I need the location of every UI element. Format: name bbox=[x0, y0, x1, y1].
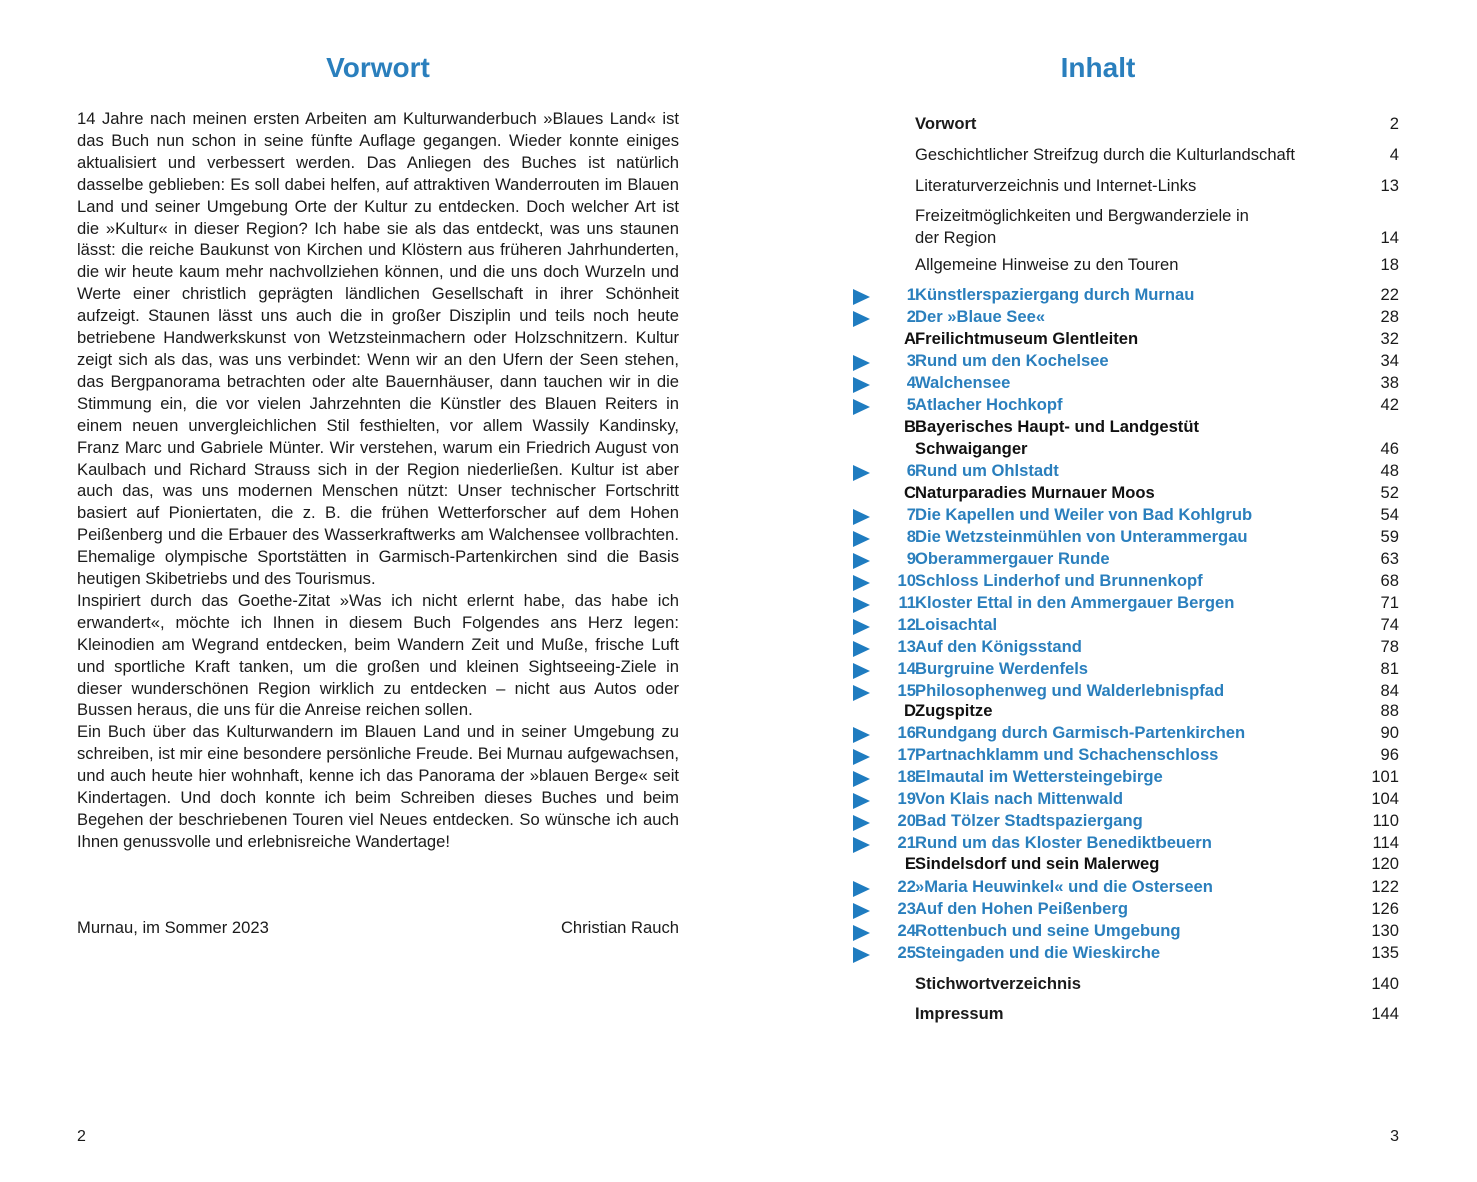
toc-entry-number: 23 bbox=[897, 899, 916, 918]
toc-entry-page: 38 bbox=[1380, 373, 1399, 392]
toc-entry-title bbox=[915, 504, 1335, 526]
toc-entry-title bbox=[915, 832, 1335, 854]
toc-entry-title-line: Literaturverzeichnis und Internet-Links bbox=[915, 176, 1197, 195]
toc-entry-title bbox=[915, 680, 1335, 702]
toc-entry-number: 7 bbox=[906, 505, 916, 524]
page-number: 3 bbox=[1390, 1128, 1399, 1145]
toc-entry-title-line: Stichwortverzeichnis bbox=[915, 974, 1081, 993]
toc-entry-page: 52 bbox=[1380, 483, 1399, 502]
toc-entry-title-line: Freizeitmöglichkeiten und Bergwanderziele in bbox=[915, 206, 1249, 225]
toc-entry-page: 90 bbox=[1380, 723, 1399, 742]
toc-entry-title-line: Die Wetzsteinmühlen von Unterammergau bbox=[915, 527, 1248, 546]
triangle-arrow-icon bbox=[853, 531, 870, 547]
toc-entry-title-line: Künstlerspaziergang durch Murnau bbox=[915, 285, 1195, 304]
toc-entry-title-line: Die Kapellen und Weiler von Bad Kohlgrub bbox=[915, 505, 1253, 524]
toc-entry-title-line: Schwaiganger bbox=[915, 438, 1028, 458]
toc-entry-title-line: Rund um Ohlstadt bbox=[915, 461, 1059, 480]
toc-entry-title-line: Naturparadies Murnauer Moos bbox=[915, 483, 1155, 502]
toc-entry-page: 126 bbox=[1371, 899, 1399, 918]
toc-entry-title-line: Oberammergauer Runde bbox=[915, 549, 1110, 568]
toc-entry-title-line: Elmautal im Wettersteingebirge bbox=[915, 767, 1163, 786]
page-title: Vorwort bbox=[326, 52, 430, 83]
toc-entry-page: 54 bbox=[1380, 505, 1399, 524]
left-page bbox=[0, 0, 738, 1182]
toc-entry-number: 16 bbox=[897, 723, 916, 742]
toc-entry-title bbox=[915, 113, 1335, 135]
toc-entry-page: 18 bbox=[1380, 255, 1399, 274]
toc-entry-number: 10 bbox=[897, 571, 916, 590]
toc-entry-page: 71 bbox=[1380, 593, 1399, 612]
toc-entry-title bbox=[915, 898, 1335, 920]
toc-entry-page: 135 bbox=[1371, 943, 1399, 962]
toc-entry-number: 6 bbox=[906, 461, 916, 480]
toc-entry-title-line: Auf den Hohen Peißenberg bbox=[915, 899, 1128, 918]
triangle-arrow-icon bbox=[853, 925, 870, 941]
toc-entry-title bbox=[915, 328, 1335, 350]
toc-entry-number: B bbox=[904, 417, 916, 436]
toc-entry-number: 11 bbox=[898, 593, 916, 612]
triangle-arrow-icon bbox=[853, 685, 870, 701]
toc-entry-page: 59 bbox=[1380, 527, 1399, 546]
toc-entry-page: 46 bbox=[1380, 439, 1399, 458]
toc-entry-title-line: Rottenbuch und seine Umgebung bbox=[915, 921, 1181, 940]
toc-entry-page: 81 bbox=[1380, 659, 1399, 678]
toc-entry-page: 22 bbox=[1380, 285, 1399, 304]
toc-entry-title bbox=[915, 636, 1335, 658]
toc-entry-page: 84 bbox=[1380, 681, 1399, 700]
triangle-arrow-icon bbox=[853, 619, 870, 635]
toc-entry-title-line: Rund um den Kochelsee bbox=[915, 351, 1109, 370]
toc-entry-title-line: Zugspitze bbox=[915, 701, 993, 720]
toc-entry-number: D bbox=[904, 701, 916, 720]
toc-entry-number: 14 bbox=[897, 659, 916, 678]
toc-entry-page: 13 bbox=[1380, 176, 1399, 195]
toc-entry-number: E bbox=[904, 854, 916, 873]
toc-entry-title-line: Sindelsdorf und sein Malerweg bbox=[915, 854, 1160, 873]
triangle-arrow-icon bbox=[853, 815, 870, 831]
triangle-arrow-icon bbox=[853, 597, 870, 613]
triangle-arrow-icon bbox=[853, 727, 870, 743]
toc-entry-title-line: Burgruine Werdenfels bbox=[915, 659, 1089, 678]
toc-entry-title bbox=[915, 372, 1335, 394]
toc-entry-page: 74 bbox=[1380, 615, 1399, 634]
triangle-arrow-icon bbox=[853, 575, 870, 591]
toc-entry-number: C bbox=[904, 483, 916, 502]
toc-entry-title bbox=[915, 284, 1335, 306]
toc-entry-number: 19 bbox=[897, 789, 916, 808]
toc-entry-page: 96 bbox=[1380, 745, 1399, 764]
triangle-arrow-icon bbox=[853, 947, 870, 963]
right-page bbox=[738, 0, 1477, 1182]
toc-entry-title bbox=[915, 973, 1335, 995]
toc-entry-number: 8 bbox=[906, 527, 916, 546]
toc-entry-title bbox=[915, 920, 1335, 942]
triangle-arrow-icon bbox=[853, 311, 870, 327]
toc-entry-page: 78 bbox=[1380, 637, 1399, 656]
toc-entry-title-line: Geschichtlicher Streifzug durch die Kulturlandschaft bbox=[915, 145, 1296, 164]
toc-entry-title-line: der Region bbox=[915, 227, 997, 247]
toc-entry-number: 20 bbox=[897, 811, 916, 830]
toc-entry-number: 21 bbox=[897, 833, 916, 852]
toc-entry-title-line: »Maria Heuwinkel« und die Osterseen bbox=[915, 877, 1213, 896]
toc-entry-number: 1 bbox=[906, 285, 916, 304]
toc-entry-title-line: Steingaden und die Wieskirche bbox=[915, 943, 1161, 962]
toc-entry-page: 122 bbox=[1371, 877, 1399, 896]
toc-entry-page: 14 bbox=[1380, 228, 1399, 247]
toc-entry-page: 101 bbox=[1371, 767, 1399, 786]
toc-entry-title bbox=[915, 942, 1335, 964]
toc-entry-title-line: Vorwort bbox=[915, 114, 977, 133]
triangle-arrow-icon bbox=[853, 771, 870, 787]
toc-entry-title bbox=[915, 614, 1335, 636]
signature-line bbox=[77, 917, 679, 939]
toc-entry-title bbox=[915, 853, 1335, 875]
toc-entry-title bbox=[915, 876, 1335, 898]
toc-entry-title-line: Philosophenweg und Walderlebnispfad bbox=[915, 681, 1225, 700]
toc-entry-number: 25 bbox=[897, 943, 916, 962]
toc-entry-title bbox=[915, 744, 1335, 766]
toc-entry-title-line: Der »Blaue See« bbox=[915, 307, 1046, 326]
toc-entry-page: 32 bbox=[1380, 329, 1399, 348]
toc-entry-title bbox=[915, 460, 1335, 482]
toc-entry-number: 18 bbox=[897, 767, 916, 786]
toc-entry-title-line: Bayerisches Haupt- und Landgestüt bbox=[915, 417, 1199, 436]
toc-entry-title-line: Walchensee bbox=[915, 373, 1011, 392]
toc-entry-page: 104 bbox=[1371, 789, 1399, 808]
toc-entry-title bbox=[915, 1003, 1335, 1025]
preface-paragraph: Ein Buch über das Kulturwandern im Blauen Land und in seiner Umgebung zu schreiben, ist mir eine besondere persönliche Freude. Bei Murnau aufgewachsen, und auch heute hier wohnhaft, kenne ich das Panorama der »blauen Berge« seit Kindertagen. Und doch konnte ich beim Schreiben dieses Buches und beim Begehen der beschriebenen Touren viel Neues entdecken. So wünsche ich auch Ihnen genussvolle und erlebnisreiche Wandertage! bbox=[77, 722, 679, 851]
toc-entry-page: 120 bbox=[1371, 854, 1399, 873]
author-name: Christian Rauch bbox=[560, 918, 679, 937]
toc-entry-title-line: Loisachtal bbox=[915, 615, 998, 634]
toc-entry-page: 140 bbox=[1371, 974, 1399, 993]
toc-entry-number: 2 bbox=[906, 307, 916, 326]
toc-entry-page: 4 bbox=[1389, 145, 1399, 164]
toc-entry-title bbox=[915, 658, 1335, 680]
toc-entry-title bbox=[915, 482, 1335, 504]
toc-entry-title bbox=[915, 144, 1335, 166]
triangle-arrow-icon bbox=[853, 509, 870, 525]
toc-entry-page: 63 bbox=[1380, 549, 1399, 568]
toc-entry-page: 88 bbox=[1380, 701, 1399, 720]
toc-entry-number: A bbox=[904, 329, 916, 348]
toc-entry-number: 22 bbox=[897, 877, 916, 896]
toc-entry-number: 24 bbox=[897, 921, 916, 940]
table-of-contents bbox=[738, 0, 1477, 1182]
toc-entry-title bbox=[915, 548, 1335, 570]
toc-entry-page: 2 bbox=[1389, 114, 1399, 133]
toc-entry-title bbox=[915, 416, 1335, 460]
toc-entry-title bbox=[915, 254, 1335, 276]
toc-entry-page: 42 bbox=[1380, 395, 1399, 414]
triangle-arrow-icon bbox=[853, 881, 870, 897]
toc-entry-number: 3 bbox=[906, 351, 916, 370]
toc-entry-title bbox=[915, 788, 1335, 810]
toc-entry-number: 17 bbox=[897, 745, 916, 764]
toc-entry-page: 34 bbox=[1380, 351, 1399, 370]
preface-text bbox=[77, 108, 679, 853]
toc-entry-title bbox=[915, 766, 1335, 788]
toc-entry-page: 130 bbox=[1371, 921, 1399, 940]
triangle-arrow-icon bbox=[853, 355, 870, 371]
toc-entry-title-line: Kloster Ettal in den Ammergauer Bergen bbox=[915, 593, 1235, 612]
preface-paragraph: Inspiriert durch das Goethe-Zitat »Was ich nicht erlernt habe, das habe ich erwandert«, möchte ich Ihnen in diesem Buch Folgendes ans Herz legen: Kleinodien am Wegrand entdecken, beim Wandern Zeit und Muße, frische Luft und sportliche Kraft tanken, um die großen und kleinen Sightseeing-Ziele in dieser wunderschönen Region wirklich zu entdecken – nicht aus Autos oder Bussen heraus, die uns für die Anreise reichen sollen. bbox=[77, 590, 679, 720]
toc-entry-title-line: Atlacher Hochkopf bbox=[915, 395, 1063, 414]
toc-entry-title bbox=[915, 394, 1335, 416]
toc-entry-number: 15 bbox=[897, 681, 916, 700]
toc-entry-title bbox=[915, 700, 1335, 722]
triangle-arrow-icon bbox=[853, 399, 870, 415]
toc-entry-page: 48 bbox=[1380, 461, 1399, 480]
toc-entry-title-line: Schloss Linderhof und Brunnenkopf bbox=[915, 571, 1203, 590]
triangle-arrow-icon bbox=[853, 377, 870, 393]
toc-entry-title bbox=[915, 526, 1335, 548]
toc-entry-page: 28 bbox=[1380, 307, 1399, 326]
page-title: Inhalt bbox=[1060, 52, 1136, 83]
toc-entry-number: 9 bbox=[906, 549, 916, 568]
toc-entry-page: 68 bbox=[1380, 571, 1399, 590]
triangle-arrow-icon bbox=[853, 553, 870, 569]
toc-entry-title bbox=[915, 205, 1335, 249]
toc-entry-page: 114 bbox=[1372, 833, 1399, 852]
toc-entry-title-line: Von Klais nach Mittenwald bbox=[915, 789, 1124, 808]
toc-entry-title-line: Partnachklamm und Schachenschloss bbox=[915, 745, 1219, 764]
toc-entry-title bbox=[915, 722, 1335, 744]
triangle-arrow-icon bbox=[853, 289, 870, 305]
toc-entry-title-line: Rund um das Kloster Benediktbeuern bbox=[915, 833, 1212, 852]
toc-entry-title bbox=[915, 350, 1335, 372]
triangle-arrow-icon bbox=[853, 663, 870, 679]
toc-entry-number: 4 bbox=[906, 373, 916, 392]
triangle-arrow-icon bbox=[853, 749, 870, 765]
toc-entry-title-line: Rundgang durch Garmisch-Partenkirchen bbox=[915, 723, 1246, 742]
triangle-arrow-icon bbox=[853, 793, 870, 809]
toc-entry-title bbox=[915, 175, 1335, 197]
place-date: Murnau, im Sommer 2023 bbox=[77, 918, 269, 937]
toc-entry-number: 13 bbox=[897, 637, 916, 656]
triangle-arrow-icon bbox=[853, 837, 870, 853]
toc-entry-title-line: Allgemeine Hinweise zu den Touren bbox=[915, 255, 1179, 274]
triangle-arrow-icon bbox=[853, 465, 870, 481]
page-number: 2 bbox=[77, 1128, 86, 1145]
toc-entry-page: 144 bbox=[1371, 1004, 1399, 1023]
toc-entry-title bbox=[915, 810, 1335, 832]
toc-entry-title bbox=[915, 592, 1335, 614]
toc-entry-title-line: Bad Tölzer Stadtspaziergang bbox=[915, 811, 1143, 830]
preface-paragraph: 14 Jahre nach meinen ersten Arbeiten am Kulturwanderbuch »Blaues Land« ist das Buch nun schon in seine fünfte Auflage gegangen. Wieder konnte einiges aktualisiert und verbessert werden. Das Anliegen des Buches ist natürlich dasselbe geblieben: Es soll dabei helfen, auf attraktiven Wanderrouten im Blauen Land und seiner Umgebung Orte der Kultur zu entdecken. Doch welcher Art ist die »Kultur« in dieser Region? Ich habe sie als das entdeckt, was uns staunen lässt: die reiche Baukunst von Kirchen und Klöstern aus früheren Jahrhunderten, die wir heute kaum mehr nachvollziehen können, und die uns doch Wurzeln und Werte einer christlich geprägten ländlichen Gesellschaft in ihrer Schönheit aufzeigt. Staunen lässt uns auch die in großer Disziplin und teils noch heute betriebene Handwerkskunst von Wetzsteinmachern oder Holzschnitzern. Kultur zeigt sich als das, was uns verbindet: Wenn wir an den Ufern der Seen stehen, das Bergpanorama betrachten oder alte Bauernhäuser, dann tauchen wir in die Stimmung ein, die vor vielen Jahrzehnten die Künstler des Blauen Reiters in einem neuen unvergleichlichen Stil festhielten, vor allem Wassily Kandinsky, Franz Marc und Gabriele Münter. Wir verstehen, warum ein Friedrich August von Kaulbach und Richard Strauss sich in der Region niederließen. Kultur ist aber auch das, was uns modernen Menschen nützt: Unser technischer Fortschritt basiert auf Pioniertaten, die z. B. die frühen Wetterforscher auf dem Hohen Peißenberg und die Erbauer des Wasserkraftwerks am Walchensee vollbrachten. Ehemalige olympische Sportstätten in Garmisch-Partenkirchen sind die Basis heutigen Skibetriebs und des Tourismus. bbox=[77, 109, 679, 589]
toc-entry-page: 110 bbox=[1372, 811, 1399, 830]
triangle-arrow-icon bbox=[853, 641, 870, 657]
toc-entry-title-line: Auf den Königsstand bbox=[915, 637, 1082, 656]
toc-entry-title bbox=[915, 306, 1335, 328]
toc-entry-title-line: Freilichtmuseum Glentleiten bbox=[915, 329, 1139, 348]
toc-entry-title-line: Impressum bbox=[915, 1004, 1004, 1023]
toc-entry-title bbox=[915, 570, 1335, 592]
triangle-arrow-icon bbox=[853, 903, 870, 919]
toc-entry-number: 5 bbox=[906, 395, 916, 414]
toc-entry-number: 12 bbox=[897, 615, 916, 634]
